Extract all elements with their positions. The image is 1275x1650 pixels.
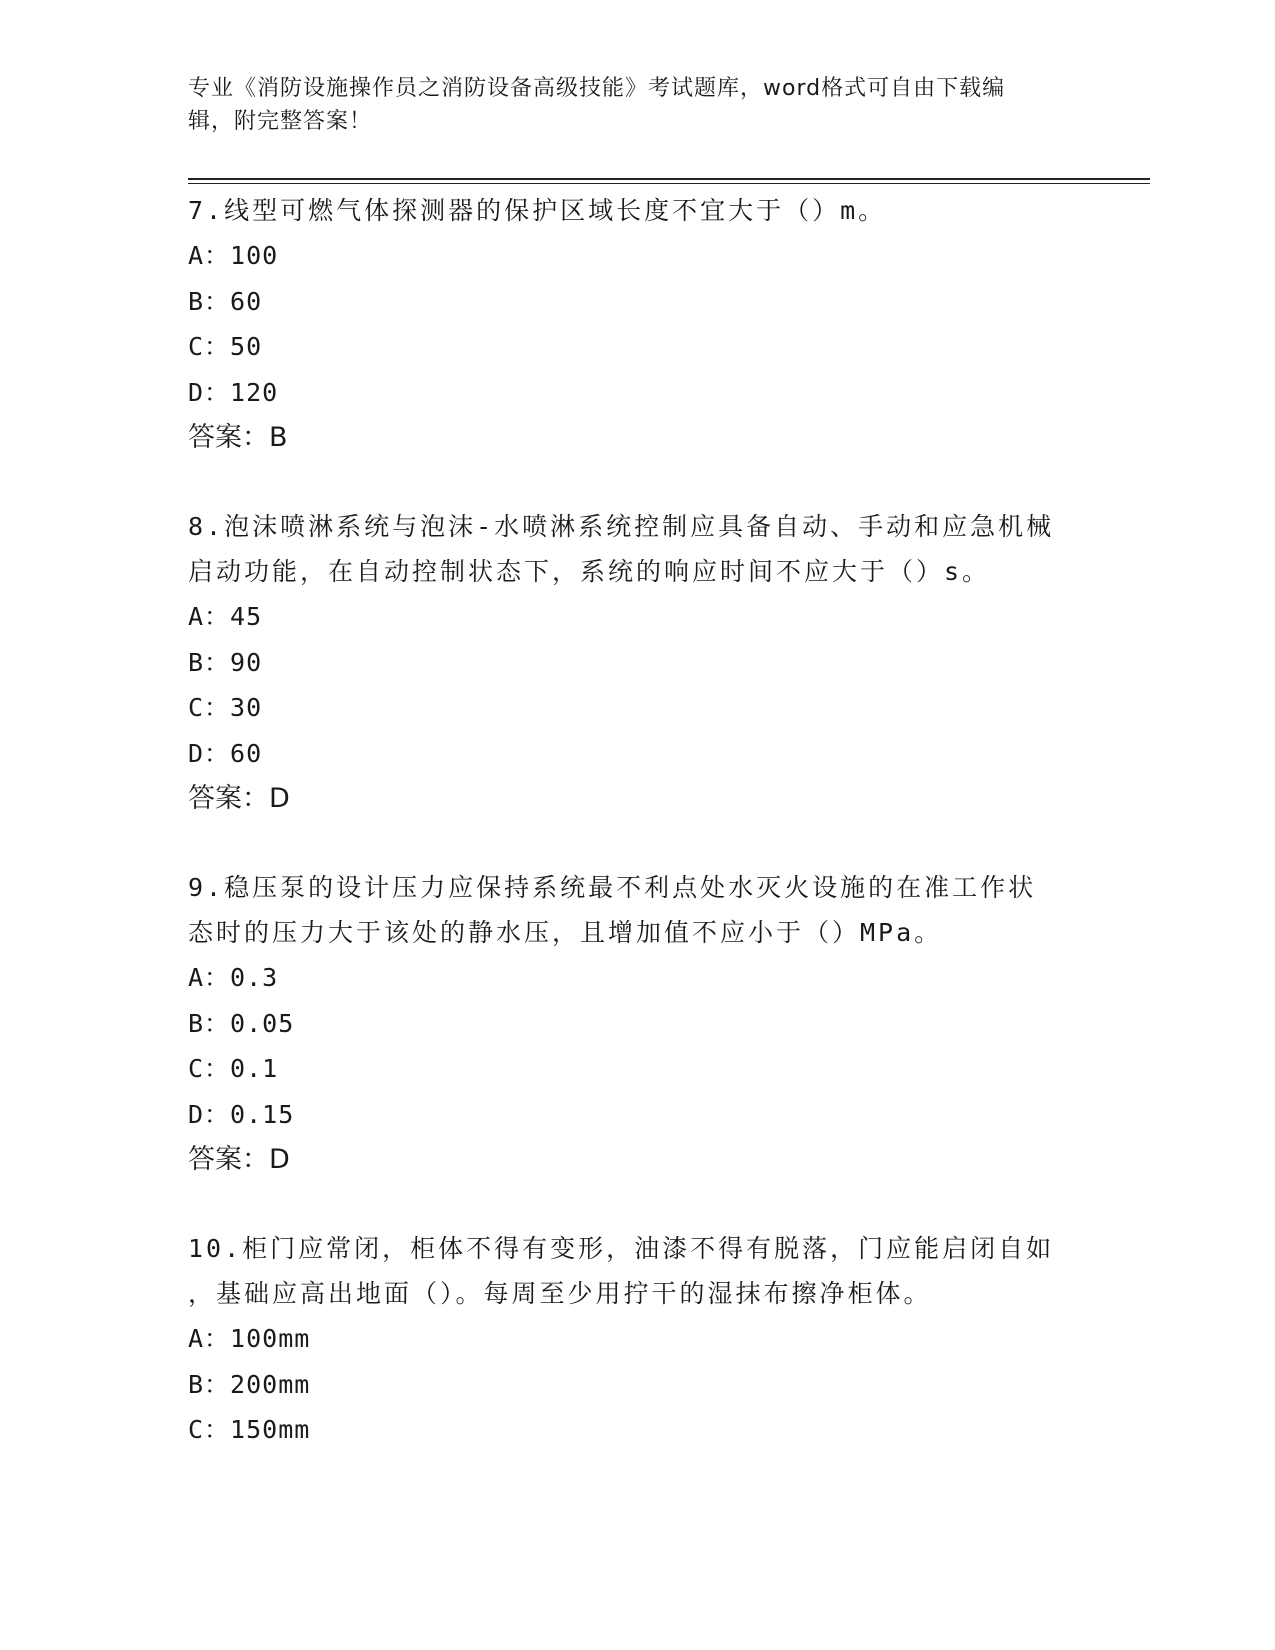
option-d: D：0.15 — [188, 1099, 295, 1129]
answer-line: 答案：D — [188, 783, 290, 814]
question-stem-line-1: 9.稳压泵的设计压力应保持系统最不利点处水灭火设施的在准工作状 — [188, 873, 1037, 902]
question-stem-line-2: 启动功能，在自动控制状态下，系统的响应时间不应大于（）s。 — [188, 557, 991, 586]
question-stem-line-2: ，基础应高出地面（）。每周至少用拧干的湿抹布擦净柜体。 — [188, 1279, 932, 1308]
option-b: B：60 — [188, 286, 263, 316]
question-10 — [188, 1226, 1088, 1453]
option-a: A：100mm — [188, 1324, 311, 1353]
question-stem: 7.线型可燃气体探测器的保护区域长度不宜大于（）m。 — [188, 196, 887, 225]
answer-line: 答案：B — [188, 422, 288, 453]
option-c: C：30 — [188, 693, 263, 722]
option-a: A：100 — [188, 241, 279, 270]
option-a: A：0.3 — [188, 963, 279, 992]
question-stem-line-2: 态时的压力大于该处的静水压，且增加值不应小于（）MPa。 — [188, 918, 943, 947]
question-list — [188, 188, 1088, 1496]
question-8 — [188, 504, 1088, 822]
option-b: B：90 — [188, 647, 263, 677]
header-line-2: 辑，附完整答案！ — [188, 109, 373, 134]
document-header — [188, 72, 1088, 138]
question-9 — [188, 865, 1088, 1183]
option-c: C：0.1 — [188, 1054, 279, 1083]
option-b: B：200mm — [188, 1369, 311, 1399]
option-d: D：120 — [188, 377, 279, 407]
question-stem-line-1: 10.柜门应常闭，柜体不得有变形，油漆不得有脱落，门应能启闭自如 — [188, 1234, 1055, 1263]
option-c: C：50 — [188, 332, 263, 361]
option-d: D：60 — [188, 738, 263, 768]
question-stem-line-1: 8.泡沫喷淋系统与泡沫-水喷淋系统控制应具备自动、手动和应急机械 — [188, 512, 1055, 541]
header-line-1: 专业《消防设施操作员之消防设备高级技能》考试题库，word格式可自由下载编 — [188, 76, 1006, 101]
question-7 — [188, 188, 1088, 461]
answer-line: 答案：D — [188, 1144, 290, 1175]
option-a: A：45 — [188, 602, 263, 631]
option-c: C：150mm — [188, 1415, 311, 1444]
option-b: B：0.05 — [188, 1008, 295, 1038]
header-divider — [188, 178, 1150, 184]
